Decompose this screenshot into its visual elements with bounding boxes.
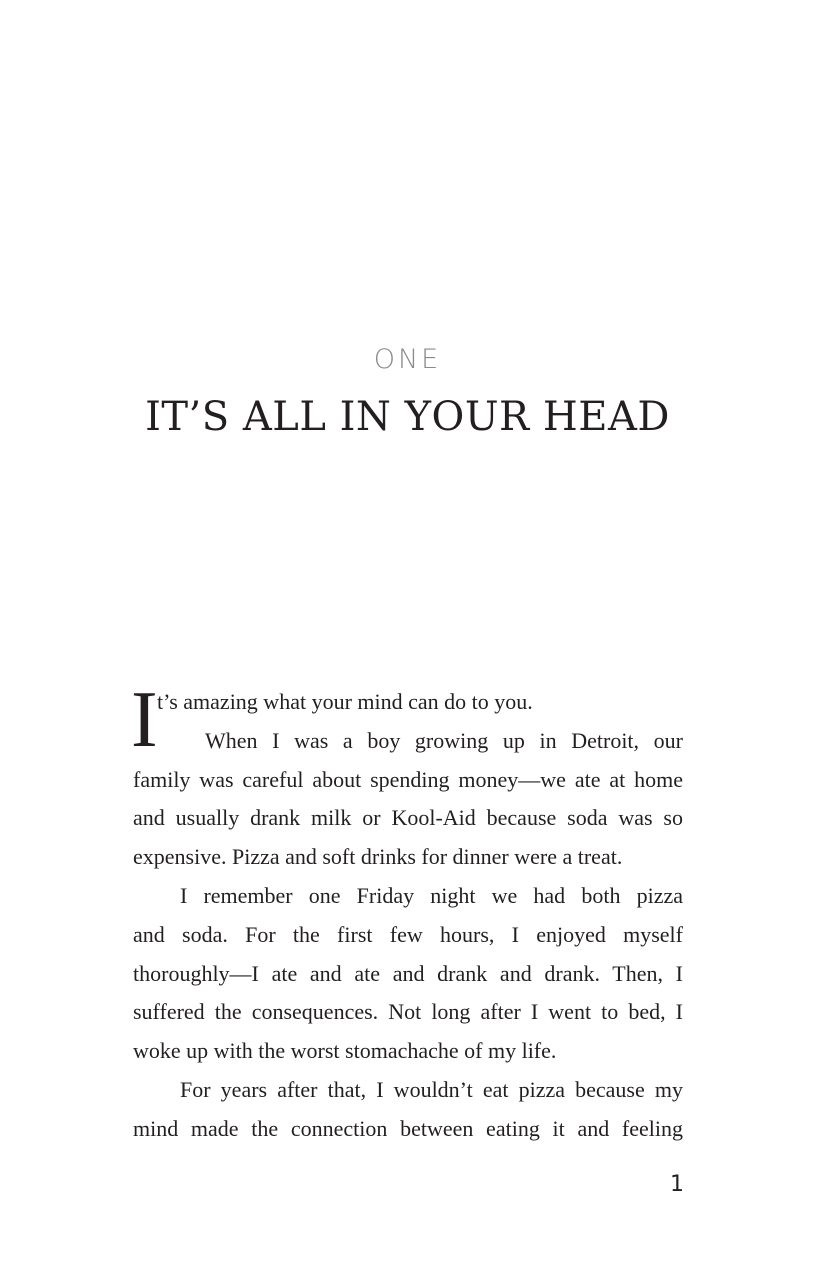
chapter-number: ONE (373, 344, 442, 375)
text-line: When I was a boy growing up in Detroit, our (205, 727, 683, 753)
text-line: For years after that, I wouldn’t eat pizza because my (180, 1076, 683, 1102)
body-text (133, 683, 683, 1149)
text-line: suffered the consequences. Not long after I went to bed, I (133, 999, 683, 1025)
text-line: family was careful about spending money—we ate at home (133, 766, 683, 792)
text-line: and soda. For the first few hours, I enjoyed myself (133, 921, 683, 947)
text-line: mind made the connection between eating it and feeling (133, 1115, 683, 1141)
text-line: thoroughly—I ate and ate and drank and drank. Then, I (133, 960, 683, 986)
drop-cap: I (131, 676, 158, 764)
text-line: and usually drank milk or Kool-Aid because soda was so (133, 805, 683, 831)
text-line: I remember one Friday night we had both pizza (180, 882, 683, 908)
chapter-title: IT’S ALL IN YOUR HEAD (145, 394, 670, 440)
text-line: expensive. Pizza and soft drinks for dinner were a treat. (133, 844, 623, 870)
text-line: woke up with the worst stomachache of my life. (133, 1038, 557, 1064)
text-line: t’s amazing what your mind can do to you. (157, 689, 533, 714)
page-number: 1 (670, 1172, 684, 1197)
